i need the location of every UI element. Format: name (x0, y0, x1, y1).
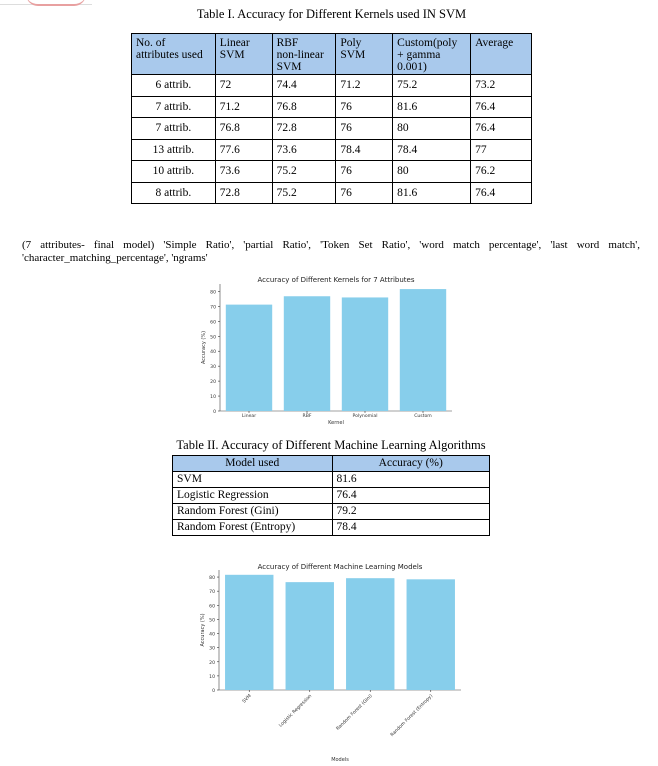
table-cell: 76 (336, 118, 393, 140)
table-row (132, 182, 532, 204)
table-cell: 78.4 (336, 139, 393, 161)
y-tick-label: 60 (210, 320, 216, 326)
table-cell: 76.4 (471, 182, 532, 204)
table-cell: 71.2 (336, 75, 393, 97)
table-cell: 80 (393, 161, 471, 183)
t1-header-line: SVM (276, 61, 302, 73)
kernel-accuracy-table (131, 33, 532, 204)
table-row (173, 472, 490, 488)
x-tick-label: Polynomial (352, 414, 378, 419)
y-tick-label: 40 (209, 632, 215, 638)
bar (346, 578, 394, 690)
chart-title: Accuracy of Different Kernels for 7 Attributes (257, 276, 415, 284)
t1-header-line: RBF (276, 37, 299, 49)
t1-header-1 (215, 34, 272, 75)
t1-header-line: Linear (219, 37, 250, 49)
x-axis-label: Models (331, 757, 349, 763)
table2-caption: Table II. Accuracy of Different Machine Learning Algorithms (176, 438, 486, 452)
table-row (173, 504, 490, 520)
y-tick-label: 50 (209, 618, 215, 624)
table-cell: 81.6 (332, 472, 490, 488)
table-cell: 81.6 (393, 182, 471, 204)
table-cell: 76.4 (332, 488, 490, 504)
table-cell: 73.6 (272, 139, 336, 161)
t2-header-0: Model used (173, 456, 333, 472)
table-cell: 72 (215, 75, 272, 97)
final-model-description (22, 239, 640, 265)
table-cell: 76.4 (471, 118, 532, 140)
table-cell: 76.4 (471, 96, 532, 118)
t1-header-line: 0.001) (397, 61, 427, 73)
table-cell: 74.4 (272, 75, 336, 97)
bar (284, 296, 330, 411)
t1-header-line: non-linear (276, 49, 324, 61)
t1-header-line: Average (475, 37, 514, 49)
y-tick-label: 80 (210, 290, 216, 296)
table-cell: 76.2 (471, 161, 532, 183)
table-cell: 81.6 (393, 96, 471, 118)
table-cell: 77.6 (215, 139, 272, 161)
table-cell: 7 attrib. (132, 118, 216, 140)
y-tick-label: 20 (209, 660, 215, 666)
y-tick-label: 10 (209, 674, 215, 680)
table-cell: Logistic Regression (173, 488, 333, 504)
table-cell: 75.2 (272, 161, 336, 183)
y-tick-label: 30 (210, 365, 216, 371)
t1-header-line: + gamma (397, 49, 441, 61)
y-tick-label: 50 (210, 335, 216, 341)
table-cell: 75.2 (272, 182, 336, 204)
t1-header-line: Poly (340, 37, 362, 49)
x-tick-label: Custom (414, 414, 432, 419)
table-row (173, 520, 490, 536)
table-cell: 6 attrib. (132, 75, 216, 97)
table-row (132, 139, 532, 161)
table-cell: 10 attrib. (132, 161, 216, 183)
bar (225, 575, 273, 690)
x-tick-label: SVM (242, 693, 253, 705)
t1-header-line: SVM (340, 49, 366, 61)
y-tick-label: 0 (212, 689, 215, 694)
t1-header-3 (336, 34, 393, 75)
model-accuracy-chart (195, 558, 465, 764)
table-cell: Random Forest (Entropy) (173, 520, 333, 536)
table-cell: 71.2 (215, 96, 272, 118)
table-cell: 76.8 (272, 96, 336, 118)
table-row (132, 96, 532, 118)
t2-header-1: Accuracy (%) (332, 456, 490, 472)
bar (226, 305, 272, 411)
t1-header-line: Custom(poly (397, 37, 458, 49)
table-row (132, 75, 532, 97)
chart-title: Accuracy of Different Machine Learning Models (257, 563, 423, 571)
t1-header-5 (471, 34, 532, 75)
table-cell: 72.8 (272, 118, 336, 140)
y-tick-label: 10 (210, 395, 216, 401)
y-axis-label: Accuracy (%) (200, 613, 206, 647)
table-cell: Random Forest (Gini) (173, 504, 333, 520)
table-cell: 76 (336, 96, 393, 118)
t1-header-2 (272, 34, 336, 75)
bar (342, 297, 388, 411)
t1-header-line: attributes used (136, 49, 203, 61)
table1-caption: Table I. Accuracy for Different Kernels used IN SVM (196, 7, 467, 21)
x-tick-label: RBF (302, 414, 312, 419)
y-axis-label: Accuracy (%) (201, 330, 207, 365)
table-cell: 76.8 (215, 118, 272, 140)
y-tick-label: 70 (210, 305, 216, 311)
t1-header-4 (393, 34, 471, 75)
logo-fragment (26, 0, 86, 6)
table-cell: 78.4 (332, 520, 490, 536)
y-tick-label: 60 (209, 604, 215, 610)
description-line-2: 'character_matching_percentage', 'ngrams' (22, 252, 208, 264)
table-cell: 13 attrib. (132, 139, 216, 161)
kernel-accuracy-chart (196, 272, 456, 428)
table-cell: SVM (173, 472, 333, 488)
t1-header-line: SVM (219, 49, 245, 61)
table-cell: 72.8 (215, 182, 272, 204)
bar (286, 582, 334, 690)
table-cell: 80 (393, 118, 471, 140)
bar (400, 289, 446, 411)
x-tick-label: Linear (241, 414, 257, 419)
table-cell: 79.2 (332, 504, 490, 520)
table-cell: 75.2 (393, 75, 471, 97)
table-cell: 76 (336, 182, 393, 204)
table-row (173, 488, 490, 504)
description-line-1: (7 attributes- final model) 'Simple Ratio', 'partial Ratio', 'Token Set Ratio', 'word match percentage', 'last word match', (22, 239, 640, 251)
x-tick-label: Random Forest (Entropy) (389, 693, 435, 739)
table-row (132, 118, 532, 140)
table-cell: 8 attrib. (132, 182, 216, 204)
table-row (132, 161, 532, 183)
t1-header-line: No. of (136, 37, 166, 49)
bar (407, 579, 455, 690)
y-tick-label: 30 (209, 646, 215, 652)
x-tick-label: Logistic Regression (278, 693, 314, 729)
table-cell: 77 (471, 139, 532, 161)
table-cell: 73.6 (215, 161, 272, 183)
model-accuracy-table (172, 455, 490, 536)
y-tick-label: 20 (210, 380, 216, 386)
table-cell: 7 attrib. (132, 96, 216, 118)
table-cell: 73.2 (471, 75, 532, 97)
x-tick-label: Random Forest (Gini) (335, 693, 374, 732)
x-axis-label: Kernel (328, 420, 344, 426)
y-tick-label: 0 (213, 410, 216, 415)
table-cell: 76 (336, 161, 393, 183)
y-tick-label: 70 (209, 590, 215, 596)
y-tick-label: 80 (209, 576, 215, 582)
table-cell: 78.4 (393, 139, 471, 161)
y-tick-label: 40 (210, 350, 216, 356)
t1-header-0 (132, 34, 216, 75)
